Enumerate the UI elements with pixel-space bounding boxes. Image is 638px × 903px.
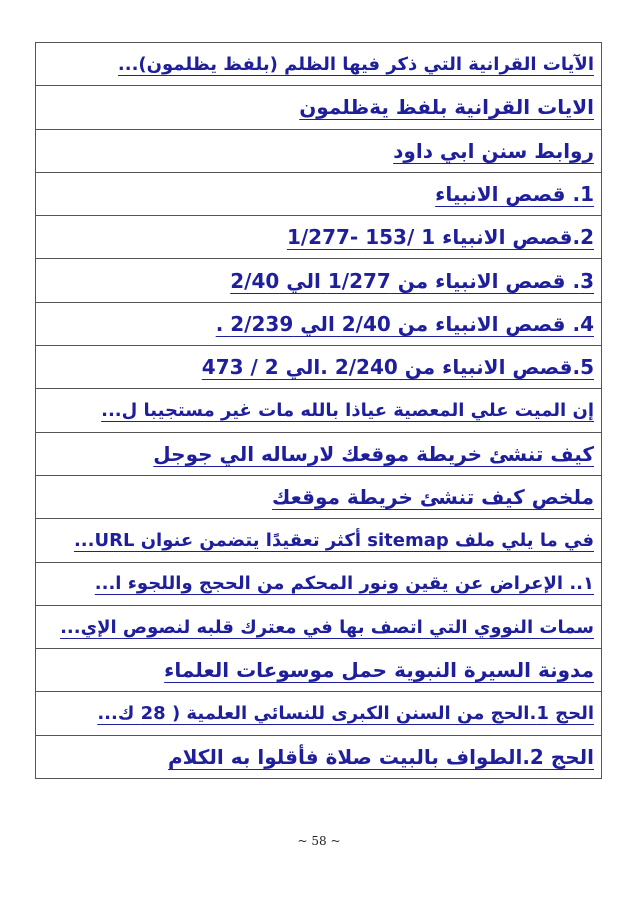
link-sitemap-file-url[interactable]: في ما يلي ملف sitemap أكثر تعقيدًا يتضمن عنوان URL... (73, 529, 594, 551)
link-prophets-stories-4[interactable]: 4. قصص الانبياء من 2/40 الي 2/239 . (215, 311, 594, 336)
link-prophets-stories-5[interactable]: 5.قصص الانبياء من 2/240 .الي 2 / 473 (201, 355, 594, 380)
link-hajj-1[interactable]: الحج 1.الحج من السنن الكبرى للنسائي العلمية ( 28 ك... (97, 703, 594, 725)
table-row (36, 86, 602, 129)
table-row (36, 302, 602, 345)
link-prophets-stories-3[interactable]: 3. قصص الانبياء من 1/277 الي 2/40 (230, 268, 594, 293)
table-cell (36, 432, 602, 475)
table-row (36, 432, 602, 475)
table-row (36, 43, 602, 86)
page-number: ~ 58 ~ (297, 834, 341, 848)
table-cell (36, 216, 602, 259)
table-cell (36, 259, 602, 302)
table-row (36, 735, 602, 778)
table-cell (36, 475, 602, 518)
table-cell (36, 346, 602, 389)
table-cell (36, 172, 602, 215)
table-row (36, 216, 602, 259)
table-cell (36, 735, 602, 778)
link-prophets-stories-1[interactable]: 1. قصص الانبياء (435, 182, 594, 207)
link-hajj-2[interactable]: الحج 2.الطواف بالبيت صلاة فأقلوا به الكلام (167, 744, 594, 769)
table-cell (36, 562, 602, 605)
table-row (36, 562, 602, 605)
table-cell (36, 605, 602, 648)
table-cell (36, 519, 602, 562)
table-row (36, 649, 602, 692)
table-cell (36, 43, 602, 86)
table-cell (36, 129, 602, 172)
link-deceased-on-sin[interactable]: إن الميت علي المعصية عياذا بالله مات غير مستجيبا ل... (101, 400, 594, 422)
link-quran-verses-oppression[interactable]: الآيات القرانية التي ذكر فيها الظلم (بلفظ يظلمون)... (117, 53, 594, 75)
link-turning-away-certainty[interactable]: ١.. الإعراض عن يقين ونور المحكم من الحجج واللجوء ا... (94, 573, 594, 595)
table-row (36, 129, 602, 172)
table-cell (36, 692, 602, 735)
link-prophetic-biography-blog[interactable]: مدونة السيرة النبوية حمل موسوعات العلماء (164, 658, 594, 683)
link-sitemap-summary[interactable]: ملخص كيف تنشئ خريطة موقعك (272, 485, 594, 510)
table-row (36, 605, 602, 648)
links-table (35, 42, 602, 779)
table-row (36, 519, 602, 562)
table-cell (36, 302, 602, 345)
table-cell (36, 649, 602, 692)
table-row (36, 259, 602, 302)
link-quran-verses-yazlimun[interactable]: الايات القرانية بلفظ يةظلمون (299, 95, 594, 120)
table-row (36, 346, 602, 389)
link-nawawi-traits[interactable]: سمات النووي التي اتصف بها في معترك قلبه لنصوص الإي... (60, 616, 594, 638)
table-row (36, 172, 602, 215)
link-create-sitemap-google[interactable]: كيف تنشئ خريطة موقعك لارساله الي جوجل (153, 441, 594, 466)
link-prophets-stories-2[interactable]: 2.قصص الانبياء 1 /153 -1/277 (286, 225, 594, 250)
table-row (36, 475, 602, 518)
table-row (36, 389, 602, 432)
link-sunan-abi-dawud[interactable]: روابط سنن ابي داود (393, 138, 594, 163)
table-cell (36, 389, 602, 432)
table-cell (36, 86, 602, 129)
table-row (36, 692, 602, 735)
